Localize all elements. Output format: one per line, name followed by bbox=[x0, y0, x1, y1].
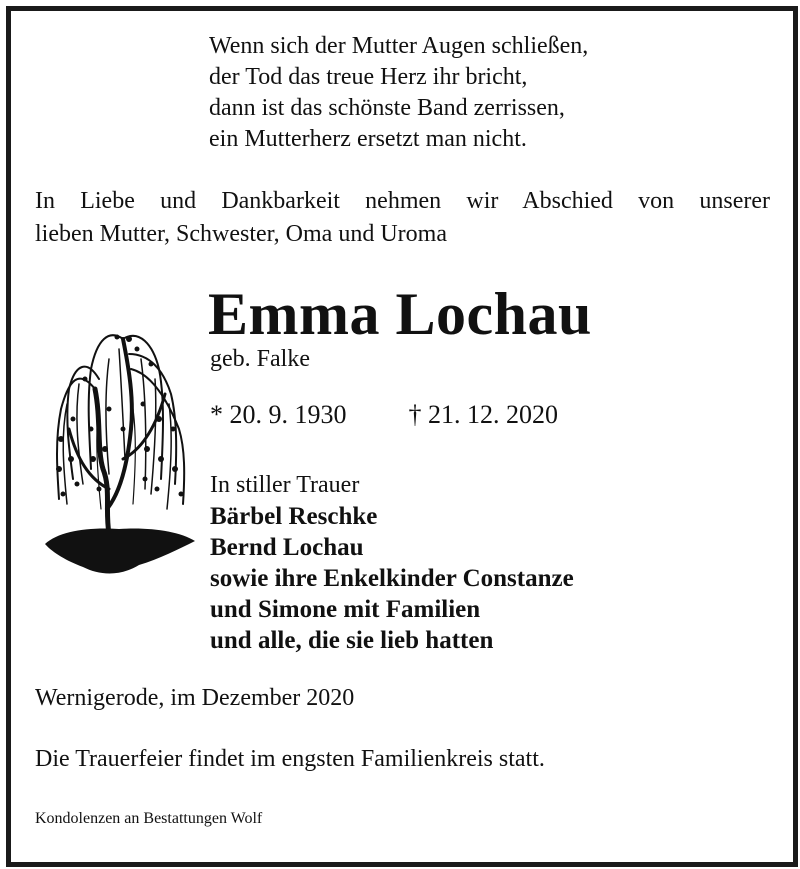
poem-line: der Tod das treue Herz ihr bricht, bbox=[209, 64, 528, 90]
mourner-line: und alle, die sie lieb hatten bbox=[210, 627, 494, 654]
poem bbox=[209, 31, 588, 155]
mourning-heading: In stiller Trauer bbox=[210, 472, 360, 498]
poem-line: dann ist das schönste Band zerrissen, bbox=[209, 95, 565, 121]
intro-line-1: In Liebe und Dankbarkeit nehmen wir Abschied von unserer bbox=[35, 188, 770, 214]
condolences-note: Kondolenzen an Bestattungen Wolf bbox=[35, 810, 263, 827]
poem-line: Wenn sich der Mutter Augen schließen, bbox=[209, 33, 589, 59]
mourner-line: Bärbel Reschke bbox=[210, 503, 378, 530]
funeral-note: Die Trauerfeier findet im engsten Familienkreis statt. bbox=[35, 746, 545, 772]
obituary-frame bbox=[6, 6, 798, 867]
intro-line-2: lieben Mutter, Schwester, Oma und Uroma bbox=[35, 221, 447, 247]
birth-date: * 20. 9. 1930 bbox=[210, 400, 347, 429]
weeping-willow-icon bbox=[39, 309, 199, 584]
poem-line: ein Mutterherz ersetzt man nicht. bbox=[209, 126, 527, 152]
death-date: † 21. 12. 2020 bbox=[408, 400, 558, 429]
mourner-line: sowie ihre Enkelkinder Constanze bbox=[210, 565, 574, 592]
place-date: Wernigerode, im Dezember 2020 bbox=[35, 685, 355, 711]
birth-name: geb. Falke bbox=[210, 346, 310, 372]
mourner-line: und Simone mit Familien bbox=[210, 596, 481, 623]
deceased-name: Emma Lochau bbox=[208, 281, 592, 347]
life-dates bbox=[210, 399, 558, 431]
intro-text bbox=[35, 185, 770, 251]
mourners-list bbox=[210, 501, 574, 656]
mourner-line: Bernd Lochau bbox=[210, 534, 364, 561]
